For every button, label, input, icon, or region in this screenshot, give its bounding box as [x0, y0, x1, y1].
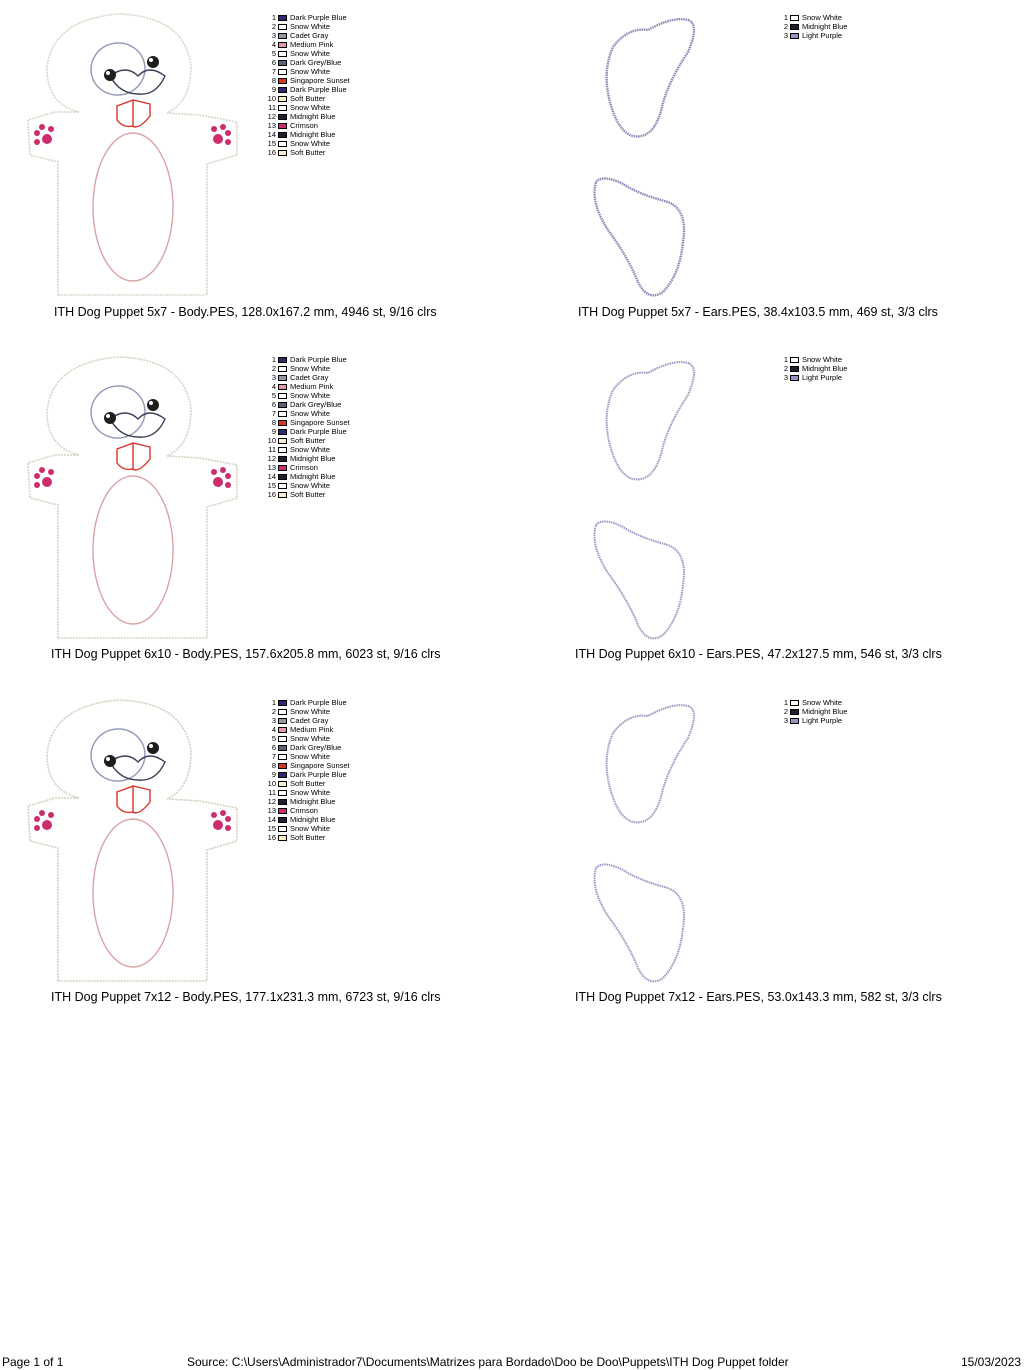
color-legend-row: [266, 806, 350, 815]
color-name: Dark Grey/Blue: [290, 58, 342, 67]
color-name: Light Purple: [802, 31, 843, 40]
color-number: 2: [783, 22, 788, 31]
color-name: Snow White: [290, 391, 331, 400]
color-name: Snow White: [290, 445, 331, 454]
color-legend-row: [266, 445, 350, 454]
color-swatch: [278, 781, 287, 787]
color-swatch: [278, 393, 287, 399]
color-legend-row: [266, 130, 350, 139]
color-name: Midnight Blue: [802, 364, 848, 373]
color-legend-row: [266, 112, 350, 121]
color-name: Snow White: [802, 698, 843, 707]
color-number: 11: [268, 788, 276, 797]
body-color-legend: [266, 13, 350, 157]
color-swatch: [278, 456, 287, 462]
color-legend-row: [266, 797, 350, 806]
color-number: 6: [271, 58, 276, 67]
color-legend-row: [266, 716, 350, 725]
color-swatch: [278, 411, 287, 417]
color-number: 14: [267, 472, 276, 481]
color-name: Cadet Gray: [290, 373, 329, 382]
color-swatch: [278, 114, 287, 120]
color-name: Crimson: [290, 463, 318, 472]
color-legend-row: [266, 833, 350, 842]
color-name: Snow White: [290, 139, 331, 148]
color-number: 13: [267, 806, 276, 815]
caption-body-5x7: ITH Dog Puppet 5x7 - Body.PES, 128.0x167.2 mm, 4946 st, 9/16 clrs: [54, 305, 437, 319]
color-name: Soft Butter: [290, 490, 326, 499]
color-number: 1: [783, 698, 788, 707]
color-name: Snow White: [290, 788, 331, 797]
color-name: Dark Purple Blue: [290, 770, 347, 779]
color-name: Soft Butter: [290, 779, 326, 788]
color-name: Snow White: [802, 13, 843, 22]
color-name: Snow White: [802, 355, 843, 364]
color-name: Snow White: [290, 752, 331, 761]
color-number: 1: [271, 698, 276, 707]
color-name: Dark Grey/Blue: [290, 400, 342, 409]
color-legend-row: [266, 770, 350, 779]
color-swatch: [278, 835, 287, 841]
color-legend-row: [266, 58, 350, 67]
color-swatch: [278, 60, 287, 66]
color-legend-row: [778, 364, 847, 373]
color-swatch: [790, 24, 799, 30]
color-name: Midnight Blue: [290, 472, 336, 481]
print-date: 15/03/2023: [961, 1355, 1022, 1369]
color-name: Snow White: [290, 409, 331, 418]
color-number: 8: [271, 76, 276, 85]
color-number: 10: [267, 436, 276, 445]
color-number: 12: [267, 797, 276, 806]
color-legend-row: [266, 355, 350, 364]
ears-color-legend: [778, 355, 847, 382]
color-number: 8: [271, 418, 276, 427]
ears-design-6x10: [588, 355, 703, 645]
color-legend-row: [266, 815, 350, 824]
color-number: 14: [267, 130, 276, 139]
color-legend-row: [266, 391, 350, 400]
color-number: 5: [271, 391, 276, 400]
color-name: Crimson: [290, 121, 318, 130]
color-swatch: [278, 727, 287, 733]
color-legend-row: [266, 40, 350, 49]
color-name: Dark Purple Blue: [290, 85, 347, 94]
color-legend-row: [266, 67, 350, 76]
color-swatch: [278, 123, 287, 129]
color-swatch: [278, 96, 287, 102]
color-legend-row: [266, 743, 350, 752]
color-number: 13: [267, 463, 276, 472]
color-number: 1: [783, 13, 788, 22]
color-swatch: [278, 15, 287, 21]
color-swatch: [278, 808, 287, 814]
color-number: 9: [271, 427, 276, 436]
color-swatch: [278, 790, 287, 796]
color-name: Snow White: [290, 707, 331, 716]
color-name: Medium Pink: [290, 40, 334, 49]
color-number: 15: [267, 139, 276, 148]
color-number: 3: [271, 716, 276, 725]
color-number: 3: [271, 31, 276, 40]
color-swatch: [790, 15, 799, 21]
color-number: 7: [271, 752, 276, 761]
color-number: 10: [267, 94, 276, 103]
color-number: 15: [267, 824, 276, 833]
color-number: 4: [271, 725, 276, 734]
color-swatch: [278, 132, 287, 138]
color-legend-row: [266, 788, 350, 797]
color-name: Midnight Blue: [290, 815, 336, 824]
color-name: Snow White: [290, 67, 331, 76]
color-swatch: [278, 817, 287, 823]
color-swatch: [278, 718, 287, 724]
color-swatch: [278, 447, 287, 453]
color-name: Snow White: [290, 49, 331, 58]
color-name: Snow White: [290, 22, 331, 31]
color-legend-row: [266, 121, 350, 130]
color-number: 12: [267, 112, 276, 121]
color-legend-row: [266, 418, 350, 427]
color-swatch: [278, 69, 287, 75]
color-number: 4: [271, 382, 276, 391]
color-name: Snow White: [290, 103, 331, 112]
color-swatch: [278, 420, 287, 426]
color-swatch: [278, 483, 287, 489]
color-number: 3: [271, 373, 276, 382]
color-swatch: [278, 492, 287, 498]
color-swatch: [278, 438, 287, 444]
color-legend-row: [266, 454, 350, 463]
source-path: Source: C:\Users\Administrador7\Documents\Matrizes para Bordado\Doo be Doo\Puppets\ITH Dog Puppet folder: [187, 1355, 789, 1369]
color-legend-row: [778, 22, 847, 31]
color-legend-row: [778, 13, 847, 22]
color-number: 8: [271, 761, 276, 770]
color-name: Soft Butter: [290, 436, 326, 445]
color-legend-row: [266, 427, 350, 436]
color-swatch: [790, 357, 799, 363]
color-swatch: [278, 736, 287, 742]
color-number: 3: [783, 716, 788, 725]
color-swatch: [278, 366, 287, 372]
color-number: 1: [271, 13, 276, 22]
color-legend-row: [266, 472, 350, 481]
color-swatch: [790, 33, 799, 39]
color-number: 9: [271, 85, 276, 94]
color-swatch: [790, 700, 799, 706]
caption-ears-7x12: ITH Dog Puppet 7x12 - Ears.PES, 53.0x143.3 mm, 582 st, 3/3 clrs: [575, 990, 942, 1004]
color-number: 16: [267, 833, 276, 842]
color-legend-row: [266, 779, 350, 788]
color-name: Cadet Gray: [290, 716, 329, 725]
color-number: 2: [783, 364, 788, 373]
color-legend-row: [266, 49, 350, 58]
color-swatch: [278, 826, 287, 832]
color-swatch: [278, 33, 287, 39]
body-design-7x12: [25, 698, 245, 983]
color-legend-row: [266, 824, 350, 833]
color-name: Midnight Blue: [802, 22, 848, 31]
color-swatch: [278, 772, 287, 778]
color-swatch: [278, 141, 287, 147]
color-legend-row: [266, 76, 350, 85]
color-name: Midnight Blue: [802, 707, 848, 716]
color-legend-row: [266, 13, 350, 22]
color-swatch: [278, 51, 287, 57]
body-design-6x10: [25, 355, 245, 640]
ears-design-7x12: [588, 698, 703, 988]
color-swatch: [278, 429, 287, 435]
color-name: Light Purple: [802, 716, 843, 725]
color-name: Soft Butter: [290, 94, 326, 103]
color-swatch: [278, 42, 287, 48]
color-number: 11: [268, 445, 276, 454]
color-name: Midnight Blue: [290, 454, 336, 463]
color-swatch: [278, 78, 287, 84]
color-number: 3: [783, 31, 788, 40]
color-legend-row: [266, 382, 350, 391]
color-legend-row: [266, 463, 350, 472]
page-number: Page 1 of 1: [2, 1355, 64, 1369]
color-name: Snow White: [290, 824, 331, 833]
color-swatch: [278, 384, 287, 390]
color-name: Dark Purple Blue: [290, 427, 347, 436]
color-number: 9: [271, 770, 276, 779]
color-number: 6: [271, 400, 276, 409]
color-legend-row: [778, 373, 847, 382]
color-swatch: [278, 700, 287, 706]
color-legend-row: [778, 707, 847, 716]
color-number: 12: [267, 454, 276, 463]
body-color-legend: [266, 355, 350, 499]
color-number: 13: [267, 121, 276, 130]
color-name: Crimson: [290, 806, 318, 815]
caption-ears-5x7: ITH Dog Puppet 5x7 - Ears.PES, 38.4x103.5 mm, 469 st, 3/3 clrs: [578, 305, 938, 319]
color-number: 14: [267, 815, 276, 824]
color-number: 16: [267, 490, 276, 499]
color-swatch: [278, 754, 287, 760]
color-swatch: [278, 745, 287, 751]
color-name: Snow White: [290, 481, 331, 490]
color-swatch: [278, 375, 287, 381]
color-number: 11: [268, 103, 276, 112]
ears-color-legend: [778, 698, 847, 725]
color-legend-row: [266, 761, 350, 770]
color-name: Midnight Blue: [290, 112, 336, 121]
color-name: Medium Pink: [290, 382, 334, 391]
caption-body-6x10: ITH Dog Puppet 6x10 - Body.PES, 157.6x205.8 mm, 6023 st, 9/16 clrs: [51, 647, 441, 661]
color-name: Midnight Blue: [290, 130, 336, 139]
color-swatch: [278, 709, 287, 715]
color-number: 4: [271, 40, 276, 49]
color-legend-row: [266, 94, 350, 103]
color-number: 1: [271, 355, 276, 364]
ears-color-legend: [778, 13, 847, 40]
color-name: Snow White: [290, 734, 331, 743]
color-number: 2: [271, 707, 276, 716]
color-swatch: [278, 87, 287, 93]
color-legend-row: [778, 31, 847, 40]
color-number: 5: [271, 49, 276, 58]
color-legend-row: [266, 148, 350, 157]
color-swatch: [790, 718, 799, 724]
color-number: 15: [267, 481, 276, 490]
color-swatch: [278, 465, 287, 471]
color-swatch: [278, 357, 287, 363]
color-legend-row: [266, 481, 350, 490]
color-number: 7: [271, 67, 276, 76]
color-name: Cadet Gray: [290, 31, 329, 40]
color-name: Singapore Sunset: [290, 761, 350, 770]
caption-body-7x12: ITH Dog Puppet 7x12 - Body.PES, 177.1x231.3 mm, 6723 st, 9/16 clrs: [51, 990, 441, 1004]
color-swatch: [278, 150, 287, 156]
color-name: Snow White: [290, 364, 331, 373]
color-number: 3: [783, 373, 788, 382]
color-name: Soft Butter: [290, 833, 326, 842]
color-number: 10: [267, 779, 276, 788]
ears-design-5x7: [588, 12, 703, 302]
color-legend-row: [266, 22, 350, 31]
color-legend-row: [266, 85, 350, 94]
color-legend-row: [266, 707, 350, 716]
color-legend-row: [266, 31, 350, 40]
color-legend-row: [778, 355, 847, 364]
color-name: Singapore Sunset: [290, 76, 350, 85]
color-swatch: [278, 763, 287, 769]
color-number: 7: [271, 409, 276, 418]
color-swatch: [278, 402, 287, 408]
color-legend-row: [266, 364, 350, 373]
color-legend-row: [266, 409, 350, 418]
color-swatch: [278, 474, 287, 480]
color-name: Dark Purple Blue: [290, 355, 347, 364]
color-legend-row: [266, 490, 350, 499]
color-name: Dark Grey/Blue: [290, 743, 342, 752]
body-color-legend: [266, 698, 350, 842]
color-legend-row: [266, 400, 350, 409]
color-swatch: [278, 105, 287, 111]
color-name: Singapore Sunset: [290, 418, 350, 427]
color-legend-row: [266, 139, 350, 148]
color-legend-row: [266, 436, 350, 445]
color-swatch: [790, 709, 799, 715]
color-legend-row: [266, 373, 350, 382]
color-legend-row: [266, 734, 350, 743]
color-legend-row: [266, 103, 350, 112]
color-number: 16: [267, 148, 276, 157]
color-name: Medium Pink: [290, 725, 334, 734]
color-name: Dark Purple Blue: [290, 13, 347, 22]
color-number: 2: [271, 22, 276, 31]
color-number: 2: [271, 364, 276, 373]
color-swatch: [278, 24, 287, 30]
color-number: 2: [783, 707, 788, 716]
color-swatch: [278, 799, 287, 805]
color-name: Dark Purple Blue: [290, 698, 347, 707]
color-swatch: [790, 375, 799, 381]
color-swatch: [790, 366, 799, 372]
color-legend-row: [778, 716, 847, 725]
color-legend-row: [266, 725, 350, 734]
body-design-5x7: [25, 12, 245, 297]
color-number: 6: [271, 743, 276, 752]
caption-ears-6x10: ITH Dog Puppet 6x10 - Ears.PES, 47.2x127.5 mm, 546 st, 3/3 clrs: [575, 647, 942, 661]
color-number: 5: [271, 734, 276, 743]
color-legend-row: [266, 752, 350, 761]
color-name: Light Purple: [802, 373, 843, 382]
color-legend-row: [778, 698, 847, 707]
color-legend-row: [266, 698, 350, 707]
color-name: Midnight Blue: [290, 797, 336, 806]
color-number: 1: [783, 355, 788, 364]
color-name: Soft Butter: [290, 148, 326, 157]
